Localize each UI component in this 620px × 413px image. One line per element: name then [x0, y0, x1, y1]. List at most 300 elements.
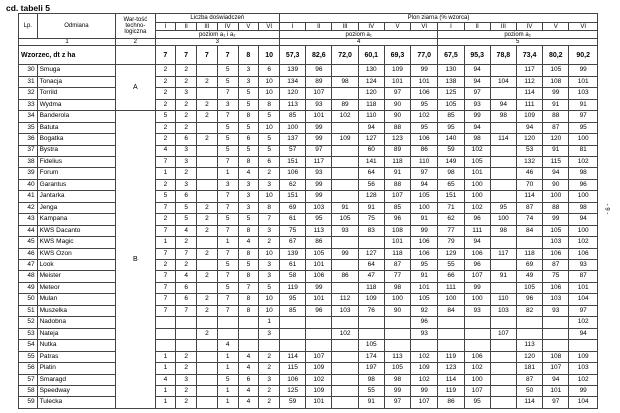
cell-liczba: 2: [197, 99, 218, 110]
cell-a1: [332, 65, 358, 76]
cell-a1: 106: [411, 237, 438, 248]
cell-liczba: 5: [238, 88, 259, 99]
cell-a1: 100: [411, 202, 438, 213]
cell-liczba: 2: [259, 351, 280, 362]
cell-a2: 99: [543, 214, 569, 225]
cell-a2: [464, 317, 490, 328]
table-row: [19, 328, 598, 339]
cell-a1: 110: [411, 156, 438, 167]
table-row: [19, 294, 598, 305]
cell-a2: 117: [490, 248, 516, 259]
cell-a1: 99: [306, 134, 332, 145]
cell-a2: 102: [569, 374, 598, 385]
header-liczba: Liczba doświadczeń: [155, 14, 280, 23]
cell-a1: 91: [358, 397, 384, 409]
cell-a1: 90: [384, 111, 410, 122]
cell-liczba: 2: [259, 397, 280, 409]
cell-a1: [332, 145, 358, 156]
cell-liczba: 1: [217, 351, 238, 362]
cell-a2: 101: [569, 282, 598, 293]
cell-a1: [332, 191, 358, 202]
cell-a2: 132: [516, 156, 542, 167]
header-roman: II: [176, 23, 197, 31]
cell-a1: 97: [306, 145, 332, 156]
row-name: Fidelius: [37, 156, 116, 167]
cell-a2: 117: [516, 65, 542, 76]
cell-a1: 118: [384, 248, 410, 259]
cell-liczba: 7: [217, 305, 238, 316]
cell-liczba: 3: [176, 179, 197, 190]
cell-liczba: 5: [217, 214, 238, 225]
cell-a1: 95: [280, 294, 306, 305]
cell-a2: 102: [569, 317, 598, 328]
cell-a1: 109: [332, 134, 358, 145]
cell-a1: 77: [384, 271, 410, 282]
cell-a1: 120: [280, 88, 306, 99]
cell-liczba: 5: [155, 111, 176, 122]
cell-liczba: 1: [217, 168, 238, 179]
cell-liczba: [197, 317, 218, 328]
row-lp: 45: [19, 237, 38, 248]
cell-a2: 151: [438, 191, 464, 202]
header-roman: I: [438, 23, 464, 31]
header-lp: Lp.: [19, 14, 38, 39]
cell-liczba: 4: [217, 340, 238, 351]
row-name: Batuta: [37, 122, 116, 133]
cell-a1: 106: [411, 88, 438, 99]
row-lp: 33: [19, 99, 38, 110]
cell-liczba: 4: [176, 271, 197, 282]
table-row: [19, 374, 598, 385]
cell-a2: 87: [516, 202, 542, 213]
row-name: Speedway: [37, 386, 116, 397]
cell-liczba: [197, 122, 218, 133]
cell-a2: [490, 386, 516, 397]
cell-a1: 62: [280, 179, 306, 190]
row-lp: 44: [19, 225, 38, 236]
cell-a1: [332, 260, 358, 271]
cell-a2: 59: [438, 145, 464, 156]
cell-a2: 91: [543, 99, 569, 110]
cell-a1: [306, 340, 332, 351]
cell-a1: 119: [280, 282, 306, 293]
table-row: [19, 156, 598, 167]
cell-liczba: 7: [217, 271, 238, 282]
cell-a2: 87: [543, 260, 569, 271]
cell-a1: 151: [280, 156, 306, 167]
cell-a1: 96: [384, 214, 410, 225]
cell-liczba: 8: [259, 202, 280, 213]
cell-liczba: [217, 328, 238, 339]
cell-a2: [490, 168, 516, 179]
cell-a1: 60: [358, 145, 384, 156]
cell-a2: 98: [438, 168, 464, 179]
cell-a1: [306, 328, 332, 339]
wzorzec-a2: 78,8: [490, 46, 516, 65]
cell-liczba: 8: [238, 225, 259, 236]
colnum: 3: [155, 39, 280, 46]
cell-a2: 95: [438, 122, 464, 133]
cell-liczba: 2: [176, 237, 197, 248]
cell-a2: 94: [543, 168, 569, 179]
cell-liczba: 7: [238, 282, 259, 293]
cell-liczba: [155, 328, 176, 339]
cell-a2: 111: [464, 225, 490, 236]
cell-liczba: 2: [155, 88, 176, 99]
cell-a1: 101: [411, 282, 438, 293]
cell-a1: 64: [358, 168, 384, 179]
cell-liczba: 7: [155, 282, 176, 293]
cell-liczba: [197, 179, 218, 190]
cell-a1: 95: [411, 99, 438, 110]
cell-liczba: 5: [217, 260, 238, 271]
cell-a1: 117: [306, 156, 332, 167]
cell-a1: 101: [384, 237, 410, 248]
cell-a2: 50: [516, 386, 542, 397]
cell-a2: 93: [543, 305, 569, 316]
cell-liczba: 7: [155, 225, 176, 236]
cell-liczba: 7: [155, 271, 176, 282]
cell-a1: 101: [411, 76, 438, 87]
cell-a2: 98: [490, 111, 516, 122]
cell-a1: 69: [280, 202, 306, 213]
cell-a1: 47: [358, 271, 384, 282]
cell-liczba: 1: [259, 317, 280, 328]
row-lp: 52: [19, 317, 38, 328]
cell-a1: 118: [384, 156, 410, 167]
cell-liczba: 10: [259, 305, 280, 316]
cell-liczba: 2: [176, 99, 197, 110]
row-lp: 50: [19, 294, 38, 305]
cell-liczba: 2: [155, 65, 176, 76]
cell-a1: [384, 328, 410, 339]
row-name: Tonacja: [37, 76, 116, 87]
cell-a2: [490, 88, 516, 99]
row-name: Smuga: [37, 65, 116, 76]
cell-a1: 139: [280, 65, 306, 76]
wzorzec-a1: 69,3: [384, 46, 410, 65]
cell-a1: [332, 168, 358, 179]
cell-liczba: 5: [259, 134, 280, 145]
cell-a1: 98: [384, 374, 410, 385]
cell-a2: [490, 65, 516, 76]
cell-a1: 90: [384, 99, 410, 110]
cell-liczba: 2: [155, 214, 176, 225]
cell-a2: 96: [464, 214, 490, 225]
cell-a1: 102: [332, 111, 358, 122]
cell-a2: 111: [438, 282, 464, 293]
cell-a1: 134: [280, 76, 306, 87]
cell-liczba: 2: [176, 386, 197, 397]
cell-liczba: [197, 351, 218, 362]
cell-liczba: 2: [176, 122, 197, 133]
cell-a1: 127: [358, 134, 384, 145]
cell-a1: 99: [411, 386, 438, 397]
cell-a1: 109: [411, 363, 438, 374]
cell-a1: 91: [411, 214, 438, 225]
cell-a2: 53: [516, 145, 542, 156]
cell-a2: [490, 191, 516, 202]
cell-a2: 120: [516, 134, 542, 145]
row-name: KWS Dacanto: [37, 225, 116, 236]
wzorzec-liczba: 7: [197, 46, 218, 65]
row-lp: 38: [19, 156, 38, 167]
cell-a2: 101: [569, 76, 598, 87]
row-name: Nutka: [37, 340, 116, 351]
cell-a2: 90: [543, 179, 569, 190]
cell-a1: 89: [384, 145, 410, 156]
cell-liczba: 1: [217, 363, 238, 374]
cell-a1: [280, 317, 306, 328]
row-name: Nadobna: [37, 317, 116, 328]
cell-a1: 197: [358, 363, 384, 374]
table-row: [19, 202, 598, 213]
cell-liczba: [197, 363, 218, 374]
cell-liczba: 7: [155, 202, 176, 213]
cell-a1: 55: [358, 386, 384, 397]
cell-a1: 125: [280, 386, 306, 397]
cell-liczba: 7: [155, 294, 176, 305]
cell-a2: 91: [543, 145, 569, 156]
wzorzec-liczba: 8: [238, 46, 259, 65]
cell-a1: 57: [280, 145, 306, 156]
wzorzec-row: [19, 46, 598, 65]
cell-a1: 107: [306, 351, 332, 362]
cell-a1: [332, 374, 358, 385]
cell-liczba: [259, 340, 280, 351]
row-name: KWS Ozon: [37, 248, 116, 259]
cell-a1: 128: [358, 191, 384, 202]
cell-a2: 95: [464, 397, 490, 409]
wzorzec-a2: 80,2: [543, 46, 569, 65]
cell-a2: [516, 317, 542, 328]
cell-a1: [332, 386, 358, 397]
wzorzec-liczba: 7: [155, 46, 176, 65]
cell-a2: 81: [569, 145, 598, 156]
cell-a2: 105: [543, 225, 569, 236]
wzorzec-a1: 57,3: [280, 46, 306, 65]
cell-a1: [332, 156, 358, 167]
row-lp: 59: [19, 397, 38, 409]
cell-liczba: 7: [217, 111, 238, 122]
cell-a2: 97: [464, 88, 490, 99]
wzorzec-label: Wzorzec, dt z ha: [19, 46, 116, 65]
cell-liczba: 3: [217, 99, 238, 110]
cell-liczba: 10: [259, 76, 280, 87]
cell-a1: 91: [411, 271, 438, 282]
cell-a2: 79: [438, 237, 464, 248]
cell-liczba: 4: [155, 145, 176, 156]
cell-a1: 76: [358, 305, 384, 316]
cell-liczba: 8: [238, 305, 259, 316]
table-row: [19, 305, 598, 316]
cell-liczba: 2: [197, 271, 218, 282]
table-row: [19, 260, 598, 271]
cell-a2: 93: [464, 305, 490, 316]
cell-a2: 70: [516, 179, 542, 190]
cell-a2: 65: [438, 179, 464, 190]
cell-a1: 113: [306, 225, 332, 236]
cell-a2: 106: [543, 282, 569, 293]
group-label: A: [116, 65, 155, 111]
row-lp: 42: [19, 202, 38, 213]
cell-liczba: 7: [217, 202, 238, 213]
cell-a2: 74: [516, 214, 542, 225]
cell-liczba: 8: [259, 99, 280, 110]
table-row: [19, 397, 598, 409]
cell-a2: 91: [490, 271, 516, 282]
cell-a1: 107: [306, 88, 332, 99]
cell-a1: 97: [411, 168, 438, 179]
row-lp: 51: [19, 305, 38, 316]
cell-a1: 120: [358, 88, 384, 99]
cell-a2: 120: [543, 134, 569, 145]
cell-a1: 93: [332, 225, 358, 236]
cell-a1: 56: [358, 179, 384, 190]
cell-a1: 109: [384, 65, 410, 76]
cell-a2: 114: [516, 88, 542, 99]
cell-a2: 71: [438, 202, 464, 213]
cell-a1: 105: [332, 214, 358, 225]
cell-a1: 85: [384, 202, 410, 213]
cell-liczba: 5: [259, 111, 280, 122]
cell-a2: 102: [569, 237, 598, 248]
cell-liczba: 3: [176, 88, 197, 99]
cell-a2: 100: [464, 179, 490, 190]
cell-a2: [490, 145, 516, 156]
cell-a2: 101: [464, 168, 490, 179]
cell-a1: 97: [384, 88, 410, 99]
header-roman: I: [155, 23, 176, 31]
header-roman: IV: [217, 23, 238, 31]
cell-a2: 104: [569, 397, 598, 409]
cell-a1: [332, 363, 358, 374]
cell-liczba: 2: [259, 168, 280, 179]
cell-liczba: 5: [238, 99, 259, 110]
row-name: Meteor: [37, 282, 116, 293]
cell-a2: [490, 363, 516, 374]
cell-a1: 75: [280, 225, 306, 236]
cell-liczba: 2: [197, 248, 218, 259]
cell-liczba: [176, 340, 197, 351]
cell-liczba: 2: [176, 397, 197, 409]
cell-a2: 105: [543, 65, 569, 76]
row-lp: 32: [19, 88, 38, 99]
cell-a1: 103: [306, 202, 332, 213]
cell-a1: [332, 340, 358, 351]
cell-a2: 97: [569, 305, 598, 316]
cell-a2: 49: [516, 271, 542, 282]
cell-a1: 61: [280, 260, 306, 271]
header-roman: II: [306, 23, 332, 31]
cell-a1: 141: [358, 156, 384, 167]
header-roman: II: [464, 23, 490, 31]
cell-a2: 149: [438, 156, 464, 167]
cell-a1: 93: [306, 168, 332, 179]
cell-a1: 64: [358, 260, 384, 271]
header-roman: III: [197, 23, 218, 31]
cell-liczba: 3: [176, 156, 197, 167]
cell-liczba: 7: [155, 305, 176, 316]
cell-a2: 95: [490, 202, 516, 213]
cell-a1: 98: [358, 374, 384, 385]
cell-a2: 106: [543, 248, 569, 259]
cell-a1: [384, 317, 410, 328]
cell-liczba: [197, 168, 218, 179]
cell-a2: 106: [569, 248, 598, 259]
cell-a2: [516, 328, 542, 339]
cell-liczba: 10: [259, 191, 280, 202]
cell-liczba: 5: [176, 202, 197, 213]
cell-liczba: 2: [197, 134, 218, 145]
cell-a2: 130: [438, 65, 464, 76]
cell-liczba: 5: [217, 374, 238, 385]
cell-a2: 119: [438, 386, 464, 397]
cell-liczba: 2: [176, 168, 197, 179]
colnum: 5: [438, 39, 598, 46]
cell-liczba: 7: [217, 248, 238, 259]
header-poziom-a2: poziom a₂: [438, 31, 598, 39]
cell-a1: 94: [358, 122, 384, 133]
cell-a2: 111: [516, 99, 542, 110]
cell-a2: 123: [438, 363, 464, 374]
wzorzec-a2: 73,4: [516, 46, 542, 65]
cell-a2: 106: [464, 351, 490, 362]
table-row: [19, 111, 598, 122]
cell-liczba: 6: [176, 282, 197, 293]
cell-a2: 138: [438, 76, 464, 87]
row-lp: 55: [19, 351, 38, 362]
table-row: [19, 65, 598, 76]
row-name: Nateja: [37, 328, 116, 339]
cell-a1: [332, 122, 358, 133]
row-name: Platin: [37, 363, 116, 374]
cell-liczba: 2: [259, 237, 280, 248]
cell-a2: 77: [438, 225, 464, 236]
cell-a2: [438, 317, 464, 328]
cell-a1: 58: [280, 271, 306, 282]
cell-a2: 100: [490, 214, 516, 225]
cell-a1: 112: [332, 294, 358, 305]
cell-a1: 108: [384, 225, 410, 236]
cell-a1: 106: [411, 248, 438, 259]
cell-liczba: 5: [217, 65, 238, 76]
cell-liczba: [155, 317, 176, 328]
cell-a2: 91: [569, 99, 598, 110]
cell-liczba: [197, 191, 218, 202]
row-lp: 49: [19, 282, 38, 293]
cell-a1: 99: [384, 386, 410, 397]
cell-a2: 62: [438, 214, 464, 225]
cell-a1: 101: [306, 111, 332, 122]
cell-liczba: 1: [155, 386, 176, 397]
cell-liczba: 3: [217, 179, 238, 190]
cell-a2: 105: [516, 282, 542, 293]
cell-liczba: 7: [176, 305, 197, 316]
table-row: [19, 271, 598, 282]
wzorzec-a2: 90,2: [569, 46, 598, 65]
cell-a2: 107: [543, 363, 569, 374]
cell-a2: 129: [438, 248, 464, 259]
cell-liczba: 2: [197, 294, 218, 305]
row-lp: 39: [19, 168, 38, 179]
cell-liczba: 2: [197, 202, 218, 213]
colnum: 1: [19, 39, 116, 46]
table-row: [19, 88, 598, 99]
cell-a2: 96: [464, 260, 490, 271]
row-name: Forum: [37, 168, 116, 179]
cell-liczba: 2: [155, 134, 176, 145]
